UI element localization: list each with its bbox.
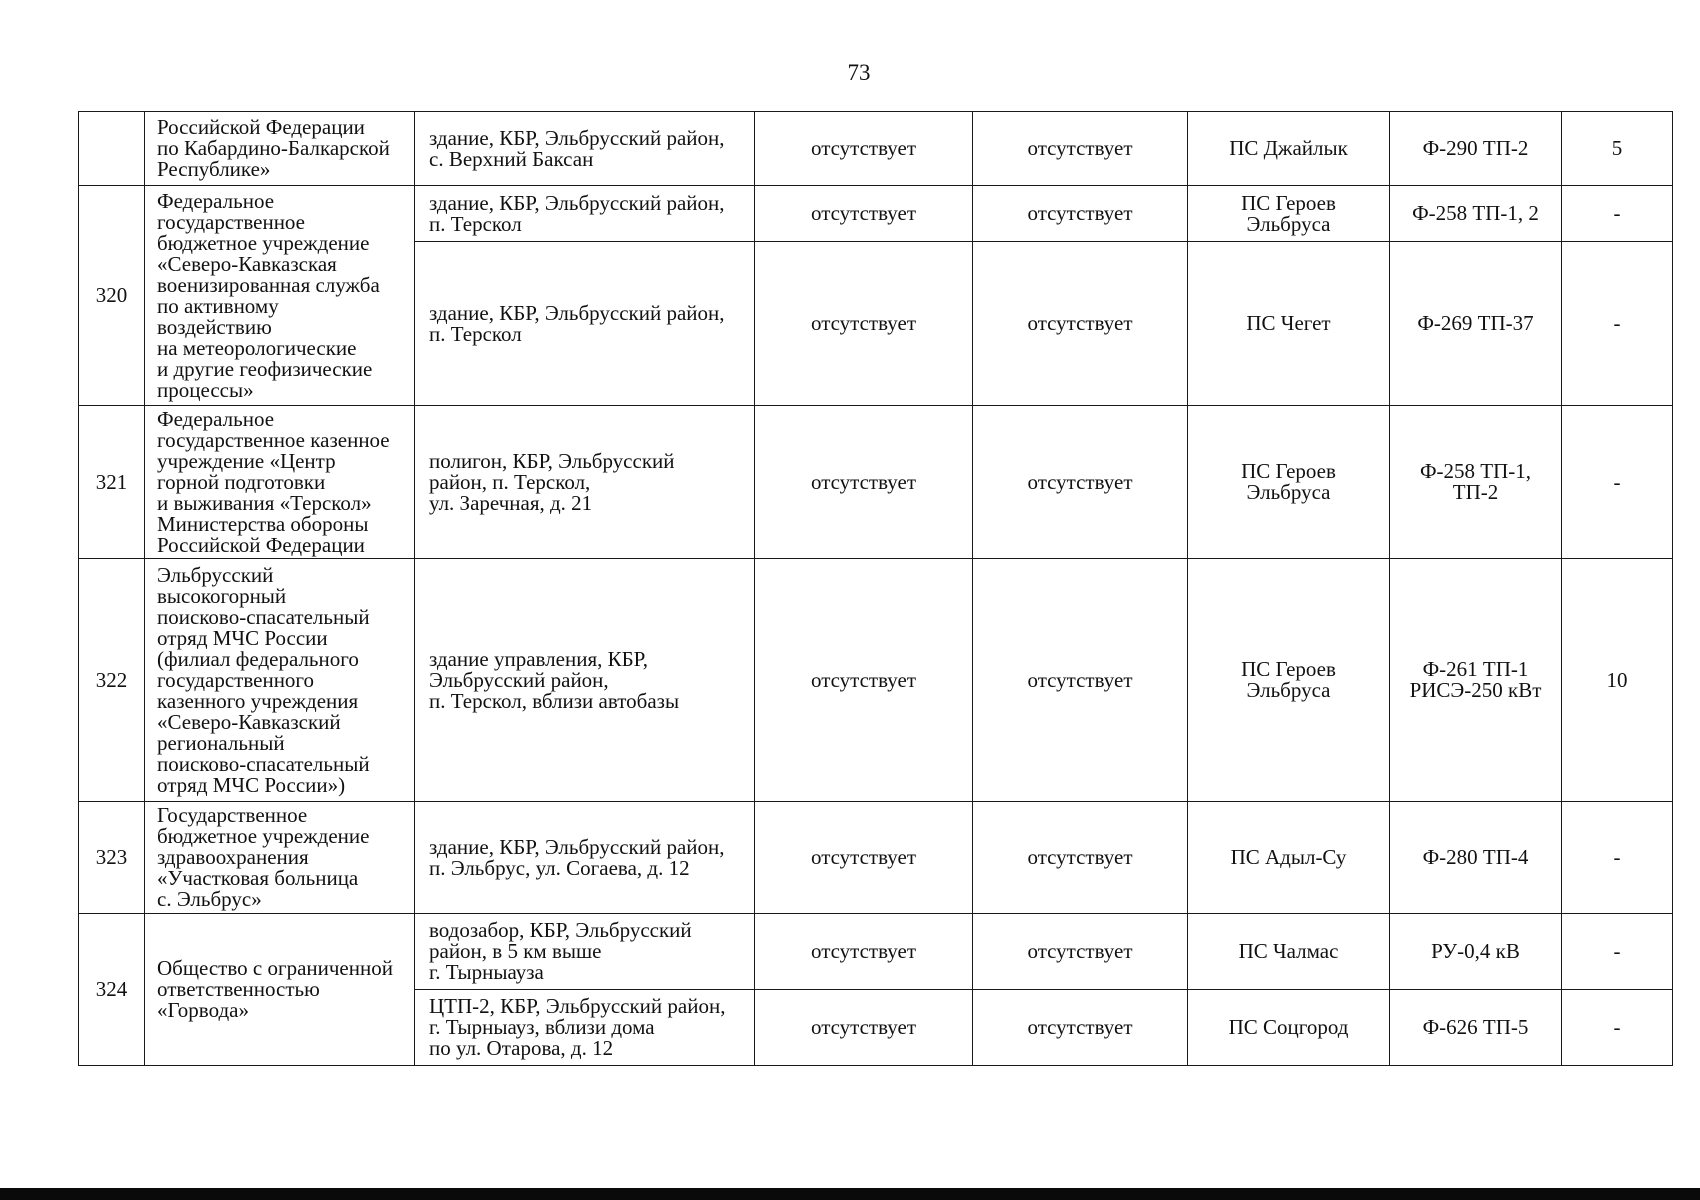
address-cell: здание, КБР, Эльбрусский район, п. Эльбрус, ул. Согаева, д. 12 — [415, 802, 755, 914]
feeder-cell: Ф-290 ТП-2 — [1390, 112, 1562, 186]
status-cell: отсутствует — [755, 242, 973, 406]
organization-cell: Общество с ограниченной ответственностью «Горвода» — [145, 914, 415, 1066]
organization-cell: Государственное бюджетное учреждение здравоохранения «Участковая больница с. Эльбрус» — [145, 802, 415, 914]
substation-cell: ПС Соцгород — [1188, 990, 1390, 1066]
address-cell: здание управления, КБР, Эльбрусский район, п. Терскол, вблизи автобазы — [415, 559, 755, 802]
status-cell: отсутствует — [973, 406, 1188, 559]
substation-cell: ПС Адыл-Су — [1188, 802, 1390, 914]
substation-cell: ПС Джайлык — [1188, 112, 1390, 186]
address-cell: ЦТП-2, КБР, Эльбрусский район, г. Тырныауз, вблизи дома по ул. Отарова, д. 12 — [415, 990, 755, 1066]
feeder-cell: Ф-261 ТП-1 РИСЭ-250 кВт — [1390, 559, 1562, 802]
power-cell: 5 — [1562, 112, 1673, 186]
status-cell: отсутствует — [755, 990, 973, 1066]
status-cell: отсутствует — [973, 242, 1188, 406]
status-cell: отсутствует — [755, 186, 973, 242]
substation-cell: ПС Чалмас — [1188, 914, 1390, 990]
substation-cell: ПС Героев Эльбруса — [1188, 406, 1390, 559]
table-row — [79, 802, 1673, 914]
status-cell: отсутствует — [973, 186, 1188, 242]
status-cell: отсутствует — [755, 802, 973, 914]
status-cell: отсутствует — [973, 559, 1188, 802]
status-cell: отсутствует — [755, 112, 973, 186]
address-cell: здание, КБР, Эльбрусский район, с. Верхний Баксан — [415, 112, 755, 186]
feeder-cell: Ф-258 ТП-1, 2 — [1390, 186, 1562, 242]
row-number-cell: 321 — [79, 406, 145, 559]
power-cell: - — [1562, 990, 1673, 1066]
substation-cell: ПС Чегет — [1188, 242, 1390, 406]
organization-cell: Федеральное государственное казенное учреждение «Центр горной подготовки и выживания «Терскол» Министерства обороны Российской Федерации — [145, 406, 415, 559]
feeder-cell: Ф-258 ТП-1, ТП-2 — [1390, 406, 1562, 559]
status-cell: отсутствует — [973, 914, 1188, 990]
power-cell: - — [1562, 186, 1673, 242]
status-cell: отсутствует — [973, 112, 1188, 186]
row-number-cell: 324 — [79, 914, 145, 1066]
table-row — [79, 186, 1673, 242]
row-number-cell: 320 — [79, 186, 145, 406]
status-cell: отсутствует — [973, 990, 1188, 1066]
row-number-cell: 322 — [79, 559, 145, 802]
power-cell: - — [1562, 406, 1673, 559]
row-number-cell: 323 — [79, 802, 145, 914]
organization-cell: Эльбрусский высокогорный поисково-спасательный отряд МЧС России (филиал федерального государственного казенного учреждения «Северо-Кавказский региональный поисково-спасательный отряд МЧС России») — [145, 559, 415, 802]
feeder-cell: Ф-626 ТП-5 — [1390, 990, 1562, 1066]
address-cell: полигон, КБР, Эльбрусский район, п. Терскол, ул. Заречная, д. 21 — [415, 406, 755, 559]
table-row — [79, 559, 1673, 802]
power-cell: - — [1562, 242, 1673, 406]
power-cell: - — [1562, 802, 1673, 914]
facilities-table — [78, 111, 1673, 1066]
feeder-cell: Ф-280 ТП-4 — [1390, 802, 1562, 914]
table-row — [79, 112, 1673, 186]
feeder-cell: РУ-0,4 кВ — [1390, 914, 1562, 990]
table-row — [79, 406, 1673, 559]
status-cell: отсутствует — [755, 559, 973, 802]
organization-cell: Российской Федерации по Кабардино-Балкарской Республике» — [145, 112, 415, 186]
substation-cell: ПС Героев Эльбруса — [1188, 559, 1390, 802]
power-cell: - — [1562, 914, 1673, 990]
table-row — [79, 914, 1673, 990]
status-cell: отсутствует — [973, 802, 1188, 914]
page-number: 73 — [847, 60, 871, 85]
address-cell: здание, КБР, Эльбрусский район, п. Терскол — [415, 242, 755, 406]
substation-cell: ПС Героев Эльбруса — [1188, 186, 1390, 242]
row-number-cell — [79, 112, 145, 186]
power-cell: 10 — [1562, 559, 1673, 802]
status-cell: отсутствует — [755, 914, 973, 990]
address-cell: водозабор, КБР, Эльбрусский район, в 5 км выше г. Тырныауза — [415, 914, 755, 990]
status-cell: отсутствует — [755, 406, 973, 559]
organization-cell: Федеральное государственное бюджетное учреждение «Северо-Кавказская военизированная служба по активному воздействию на метеорологические и другие геофизические процессы» — [145, 186, 415, 406]
feeder-cell: Ф-269 ТП-37 — [1390, 242, 1562, 406]
scan-edge-bar — [0, 1188, 1700, 1200]
address-cell: здание, КБР, Эльбрусский район, п. Терскол — [415, 186, 755, 242]
